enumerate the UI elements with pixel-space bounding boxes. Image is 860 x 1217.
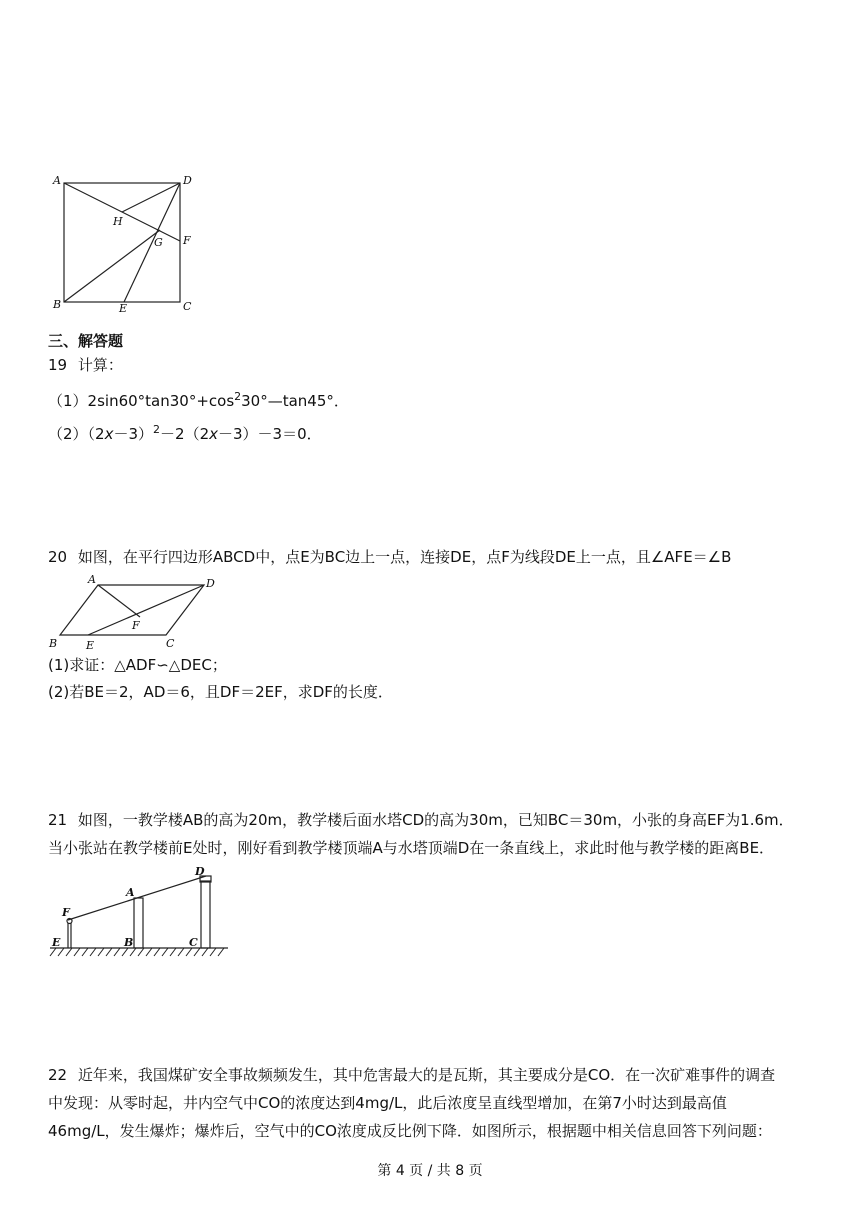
q19-part2-x1: x [104,425,114,443]
q20-part2: (2)若BE＝2，AD＝6，且DF＝2EF，求DF的长度． [48,683,393,701]
square-figure [50,172,200,317]
q21-line2: 当小张站在教学楼前E处时，刚好看到教学楼顶端A与水塔顶端D在一条直线上，求此时他与教学楼的距离BE． [48,839,775,857]
q19-number: 19 [48,356,68,374]
label-H: H [113,215,123,228]
q22-line1 [48,1065,775,1085]
q21-text-1: 如图，一教学楼AB的高为20m，教学楼后面水塔CD的高为30m，已知BC＝30m，小张的身高EF为1.6m． [77,811,794,829]
label-C: C [189,936,198,949]
label-D: D [195,866,205,878]
label-D: D [206,577,215,590]
label-F: F [62,906,70,919]
label-G: G [154,236,163,249]
q19-part1 [48,387,349,411]
label-C: C [166,637,175,650]
q19-part2-b: －3） [113,425,154,443]
q20-part1: (1)求证：△ADF∽△DEC； [48,656,227,674]
parallelogram-figure [46,573,226,653]
label-C: C [183,300,192,313]
page-footer: 第 4 页 / 共 8 页 [377,1163,483,1179]
section-title: 三、解答题 [48,332,124,350]
q19-part2-x2: x [209,425,219,443]
q19-part2-d: －3）－3＝0． [218,425,322,443]
label-A: A [88,573,96,586]
label-E: E [52,936,61,949]
q22-line2: 中发现：从零时起，井内空气中CO的浓度达到4mg/L，此后浓度呈直线型增加，在第7小时达到最高值 [48,1094,727,1112]
label-B: B [49,637,58,650]
q21-line1 [48,810,794,830]
label-F: F [183,234,191,247]
label-B: B [124,936,134,949]
label-B: B [53,298,62,311]
q22-number: 22 [48,1066,68,1084]
q19-part2-sup: 2 [153,423,161,436]
q20-number: 20 [48,548,68,566]
q19-part2-a: （2）（2 [48,425,105,443]
q21-number: 21 [48,811,68,829]
q19-part1-text: （1）2sin60°tan30°+cos [48,392,235,410]
q20-text: 如图，在平行四边形ABCD中，点E为BC边上一点，连接DE，点F为线段DE上一点，且∠AFE＝∠B [77,548,732,566]
q19-header [48,355,123,375]
label-A: A [126,886,135,899]
q19-part2-c: －2（2 [160,425,210,443]
label-F: F [132,619,140,632]
q22-line3: 46mg/L，发生爆炸；爆炸后，空气中的CO浓度成反比例下降．如图所示，根据题中相关信息回答下列问题： [48,1122,772,1140]
building-tower-figure [48,866,232,958]
label-E: E [86,639,95,652]
q22-text-1: 近年来，我国煤矿安全事故频频发生，其中危害最大的是瓦斯，其主要成分是CO．在一次矿难事件的调查 [77,1066,776,1084]
q19-part1-text-end: 30°—tan45°． [241,392,349,410]
q20-stem [48,547,731,567]
q19-part1-sup: 2 [234,390,242,403]
q19-part2 [48,420,322,444]
label-E: E [119,302,128,315]
label-D: D [183,174,192,187]
label-A: A [53,174,61,187]
q19-title: 计算： [77,356,123,374]
